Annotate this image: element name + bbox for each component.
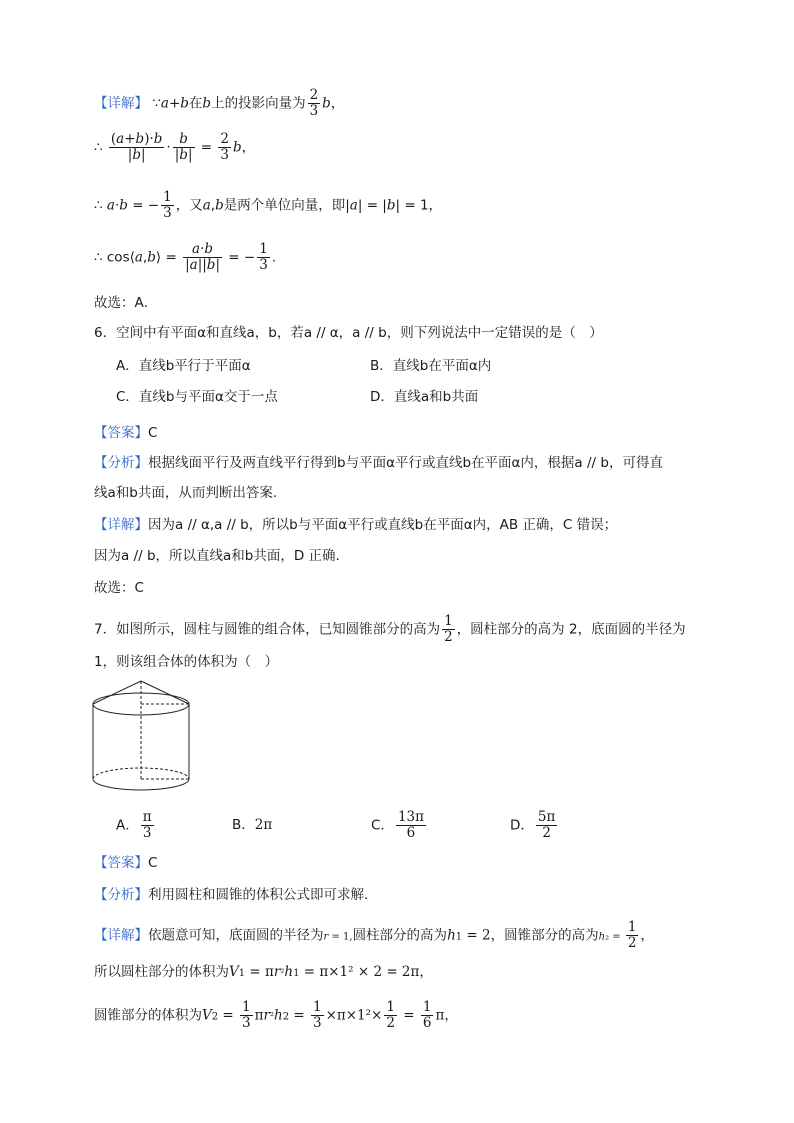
q7-stem-line2: 1，则该组合体的体积为（ ） — [94, 654, 279, 670]
detail-tag: 【详解】 — [94, 927, 148, 944]
q7-cylinder-volume: 所以圆柱部分的体积为V1 = πr²h1 = π×1² × 2 = 2π， — [94, 964, 433, 980]
q7-option-b: B．2π — [232, 817, 273, 833]
q6-answer-line — [94, 423, 157, 443]
q6-detail-line2: 因为a // b，所以直线a和b共面，D 正确. — [94, 548, 340, 564]
q6-analysis-line2: 线a和b共面，从而判断出答案. — [94, 485, 278, 501]
q6-option-a: A．直线b平行于平面α — [116, 358, 251, 374]
q7-option-d: D． $\frac{5\pi}{2}$ — [510, 809, 556, 841]
answer-tag: 【答案】 — [94, 425, 148, 441]
q6-analysis-line1: 【分析】根据线面平行及两直线平行得到b与平面α平行或直线b在平面α内，根据a // b，可得直 — [94, 455, 663, 471]
answer-tag: 【答案】 — [94, 855, 148, 871]
q7-detail-line1: 【详解】依题意可知，底面圆的半径为r = 1,圆柱部分的高为h1 = 2，圆锥部分的高为h₂ = $\frac{1}{2}$ ， — [94, 919, 654, 951]
q7-answer: C — [148, 855, 158, 871]
q5-detail-line1: 【详解】 ∵a+b在b上的投影向量为 $\frac{2}{3}$ b， — [94, 87, 345, 119]
q7-option-a: A． $\frac{\pi}{3}$ — [116, 809, 152, 841]
q7-option-c: C． $\frac{13\pi}{6}$ — [371, 809, 424, 841]
q7-cone-volume: 圆锥部分的体积为V2 = $\frac{1}{3}$ πr²h2 = $\frac{1}{3}$ ×π×1²× $\frac{1}{2}$ = $\frac{1}{6}$ π， — [94, 999, 458, 1031]
q5-detail-line3: ∴ a·b = − $\frac{1}{3}$ ，又a,b是两个单位向量，即|a| = |b| = 1， — [94, 189, 443, 221]
q6-option-d: D．直线a和b共面 — [370, 389, 479, 405]
q5-choose: 故选：A． — [94, 295, 158, 311]
detail-tag: 【详解】 — [94, 95, 148, 112]
detail-tag: 【详解】 — [94, 517, 148, 533]
q7-analysis-line: 【分析】利用圆柱和圆锥的体积公式即可求解. — [94, 887, 369, 903]
cylinder-cone-figure — [88, 676, 194, 792]
q5-detail-line2: ∴ $\frac{(a+b)\cdot b}{|b|}$ · $\frac{b}{|b|}$ = $\frac{2}{3}$ b， — [94, 131, 256, 163]
q6-detail-line1: 【详解】因为a // α,a // b，所以b与平面α平行或直线b在平面α内，AB 正确，C 错误； — [94, 517, 618, 533]
q6-answer: C — [148, 425, 158, 441]
q6-option-b: B．直线b在平面α内 — [370, 358, 492, 374]
q5-detail-line4: ∴ cos⟨a,b⟩ = $\frac{a\cdot b}{|a||b|}$ = − $\frac{1}{3}$ . — [94, 241, 277, 273]
q6-option-c: C．直线b与平面α交于一点 — [116, 389, 278, 405]
analysis-tag: 【分析】 — [94, 455, 148, 471]
q7-answer-line — [94, 853, 157, 873]
analysis-tag: 【分析】 — [94, 887, 148, 903]
q6-stem: 6．空间中有平面α和直线a，b，若a // α，a // b，则下列说法中一定错误的是（ ） — [94, 325, 603, 341]
q6-choose: 故选：C — [94, 580, 144, 596]
q7-stem-line1: 7．如图所示，圆柱与圆锥的组合体，已知圆锥部分的高为 $\frac{1}{2}$ ，圆柱部分的高为 2，底面圆的半径为 — [94, 613, 686, 645]
